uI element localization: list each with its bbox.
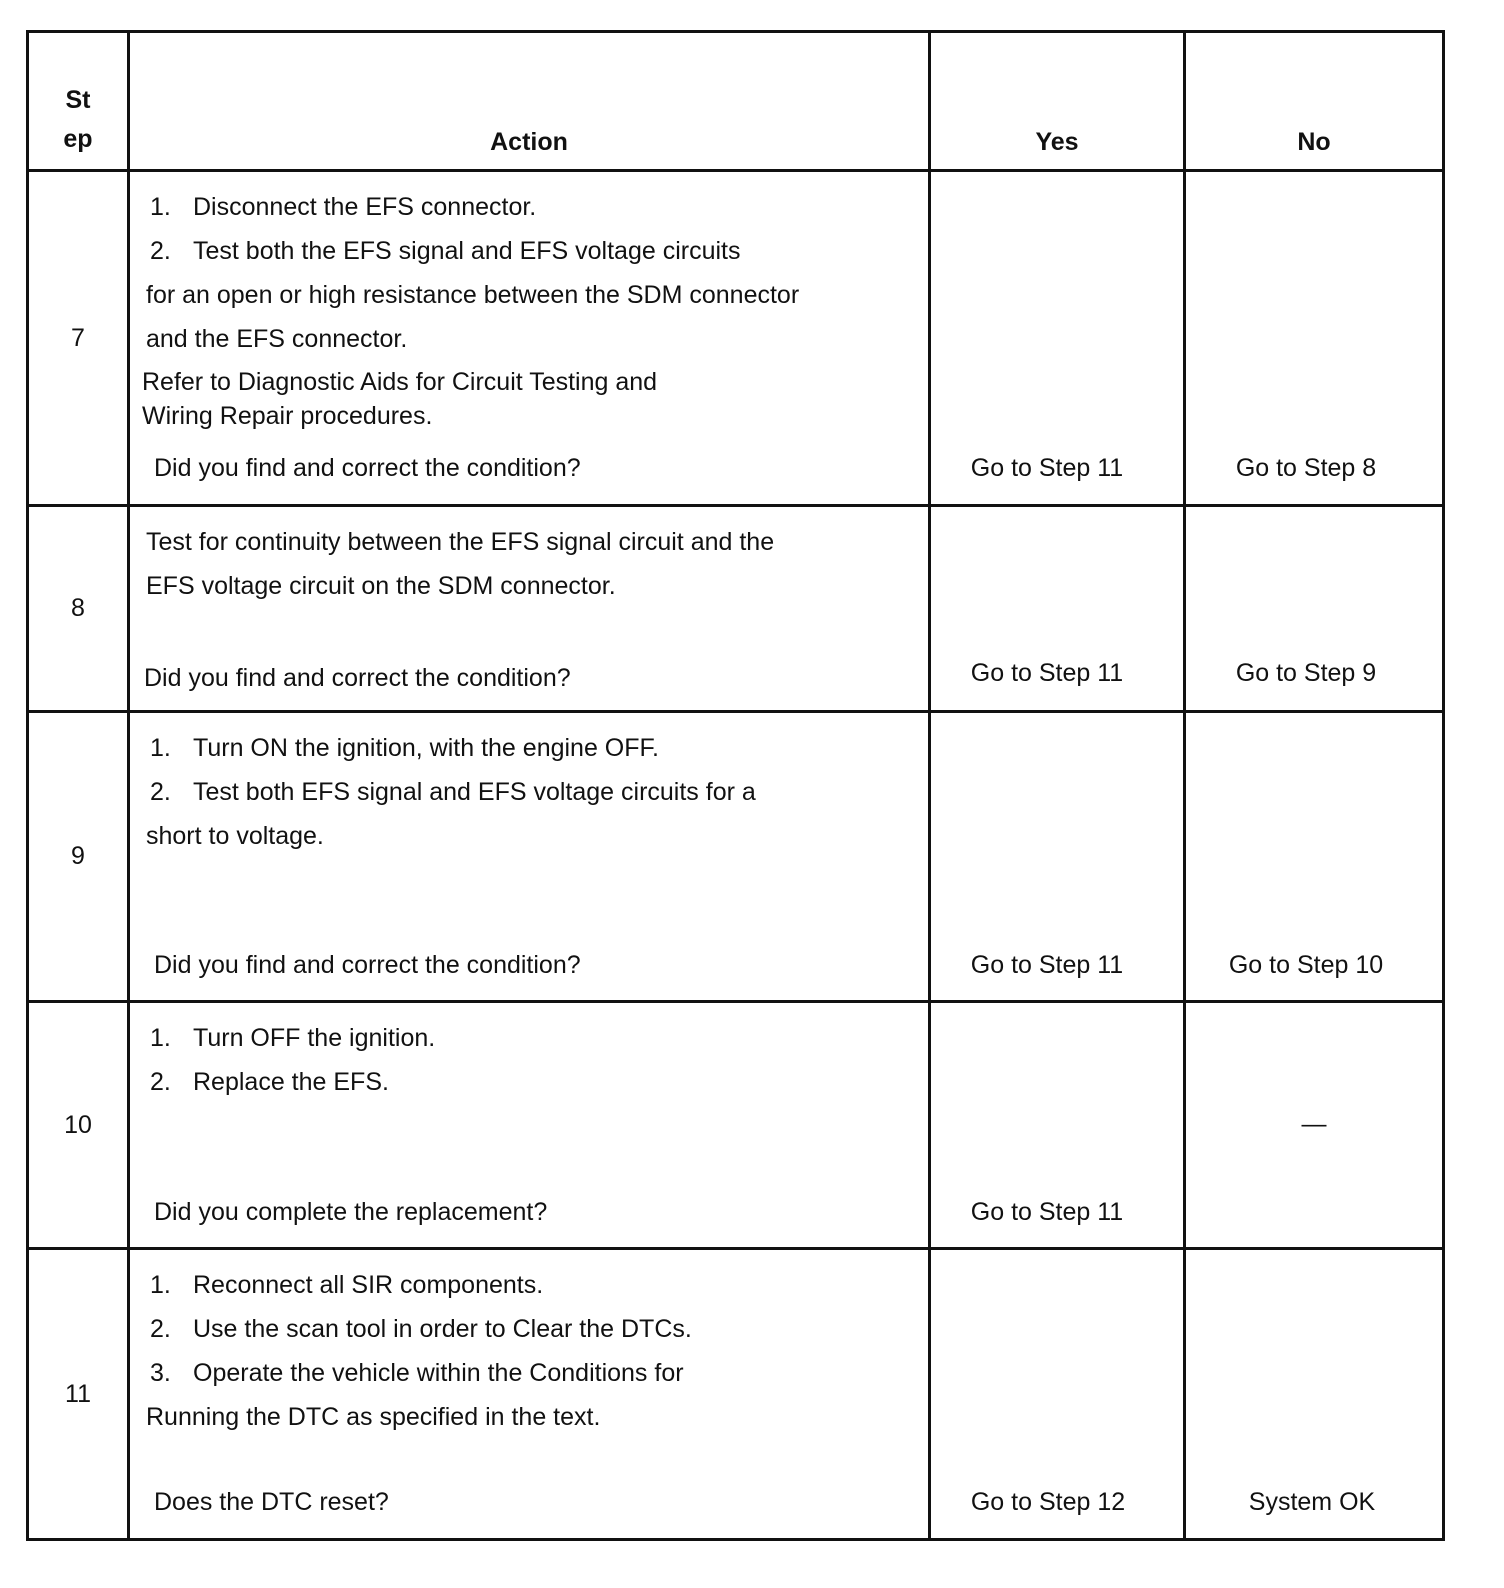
table-row bbox=[28, 712, 1444, 1002]
item-text: short to voltage. bbox=[146, 822, 324, 850]
yes-cell bbox=[930, 506, 1185, 712]
header-yes: Yes bbox=[930, 32, 1185, 171]
step-number: 7 bbox=[28, 171, 129, 506]
no-answer: Go to Step 9 bbox=[1235, 659, 1377, 687]
question: Does the DTC reset? bbox=[154, 1488, 389, 1516]
table-row bbox=[28, 171, 1444, 506]
item-number: 1. bbox=[150, 1271, 171, 1299]
action-cell bbox=[129, 712, 930, 1002]
step-number: 11 bbox=[28, 1249, 129, 1540]
question: Did you find and correct the condition? bbox=[154, 951, 581, 979]
action-cell bbox=[129, 1249, 930, 1540]
yes-answer: Go to Step 11 bbox=[970, 951, 1124, 979]
question: Did you complete the replacement? bbox=[154, 1198, 548, 1226]
item-text: Test both the EFS signal and EFS voltage circuits bbox=[193, 237, 741, 265]
diagnostic-table bbox=[26, 30, 1445, 1541]
step-number: 9 bbox=[28, 712, 129, 1002]
yes-answer: Go to Step 11 bbox=[970, 659, 1124, 687]
item-text: Turn ON the ignition, with the engine OFF. bbox=[193, 734, 659, 762]
action-text: EFS voltage circuit on the SDM connector. bbox=[146, 572, 616, 600]
no-answer: — bbox=[1301, 1110, 1327, 1138]
header-step-line2: ep bbox=[63, 125, 93, 153]
refer-text: Refer to Diagnostic Aids for Circuit Testing and bbox=[142, 368, 658, 396]
action-cell bbox=[129, 1002, 930, 1249]
item-number: 2. bbox=[150, 1315, 171, 1343]
no-cell bbox=[1185, 712, 1444, 1002]
yes-answer: Go to Step 11 bbox=[970, 454, 1124, 482]
action-text: Test for continuity between the EFS signal circuit and the bbox=[146, 528, 775, 556]
table-row bbox=[28, 1249, 1444, 1540]
item-text: Test both EFS signal and EFS voltage circuits for a bbox=[193, 778, 756, 806]
header-step-line1: St bbox=[65, 86, 91, 114]
no-cell bbox=[1185, 171, 1444, 506]
yes-answer: Go to Step 11 bbox=[970, 1198, 1124, 1226]
question: Did you find and correct the condition? bbox=[144, 664, 571, 692]
no-cell bbox=[1185, 506, 1444, 712]
yes-cell bbox=[930, 1002, 1185, 1249]
header-action: Action bbox=[129, 32, 930, 171]
item-text: Use the scan tool in order to Clear the DTCs. bbox=[193, 1315, 692, 1343]
item-number: 1. bbox=[150, 193, 171, 221]
header-no: No bbox=[1185, 32, 1444, 171]
header-step bbox=[28, 32, 129, 171]
yes-cell bbox=[930, 171, 1185, 506]
no-answer: System OK bbox=[1248, 1488, 1376, 1516]
table-row bbox=[28, 1002, 1444, 1249]
yes-cell bbox=[930, 1249, 1185, 1540]
item-number: 2. bbox=[150, 1068, 171, 1096]
item-text: Replace the EFS. bbox=[193, 1068, 389, 1096]
step-number: 8 bbox=[28, 506, 129, 712]
table-row bbox=[28, 506, 1444, 712]
item-text: Reconnect all SIR components. bbox=[193, 1271, 544, 1299]
item-number: 2. bbox=[150, 778, 171, 806]
item-text: Operate the vehicle within the Conditions for bbox=[193, 1359, 684, 1387]
no-cell bbox=[1185, 1249, 1444, 1540]
no-cell bbox=[1185, 1002, 1444, 1249]
step-number: 10 bbox=[28, 1002, 129, 1249]
item-number: 3. bbox=[150, 1359, 171, 1387]
yes-answer: Go to Step 12 bbox=[970, 1488, 1126, 1516]
item-text: Running the DTC as specified in the text. bbox=[146, 1403, 601, 1431]
item-text: Turn OFF the ignition. bbox=[193, 1024, 436, 1052]
item-text: and the EFS connector. bbox=[146, 325, 408, 353]
item-number: 1. bbox=[150, 734, 171, 762]
refer-text: Wiring Repair procedures. bbox=[142, 402, 433, 430]
question: Did you find and correct the condition? bbox=[154, 454, 581, 482]
action-cell bbox=[129, 171, 930, 506]
no-answer: Go to Step 8 bbox=[1235, 454, 1377, 482]
action-cell bbox=[129, 506, 930, 712]
item-number: 2. bbox=[150, 237, 171, 265]
item-text: for an open or high resistance between the SDM connector bbox=[146, 281, 800, 309]
header-row bbox=[28, 32, 1444, 171]
item-text: Disconnect the EFS connector. bbox=[193, 193, 537, 221]
item-number: 1. bbox=[150, 1024, 171, 1052]
yes-cell bbox=[930, 712, 1185, 1002]
no-answer: Go to Step 10 bbox=[1228, 951, 1384, 979]
